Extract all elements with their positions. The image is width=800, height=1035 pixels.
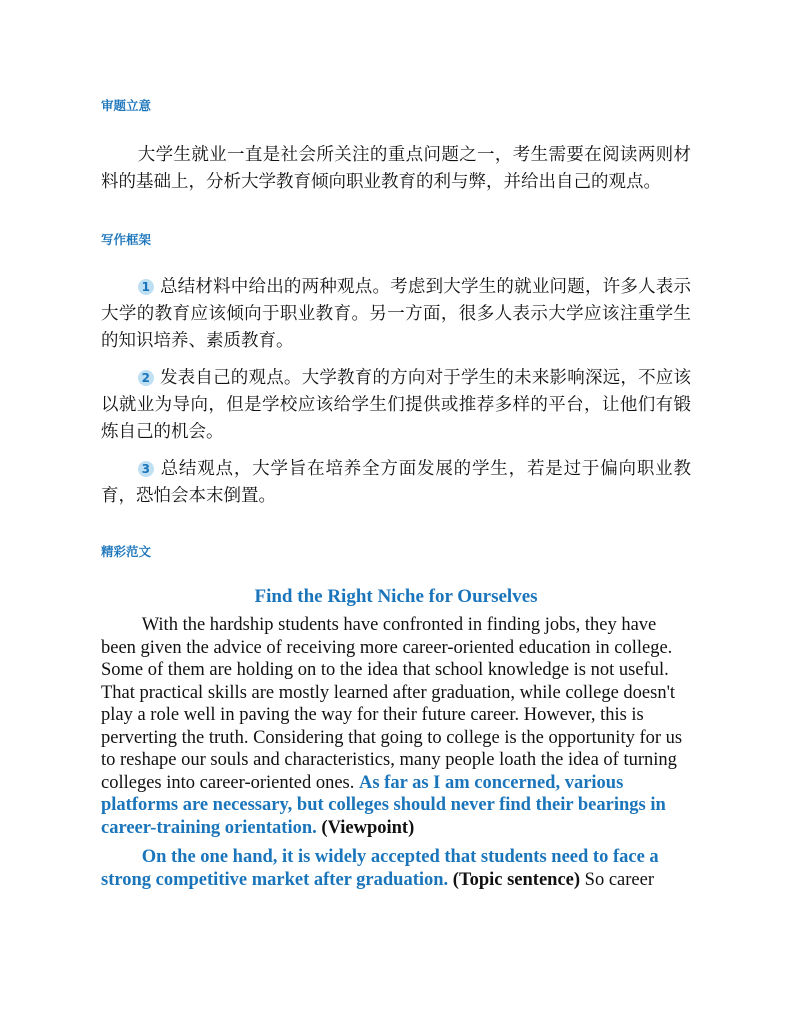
- essay-title: Find the Right Niche for Ourselves: [254, 586, 538, 607]
- essay-p2-tag: (Topic sentence): [452, 869, 581, 890]
- essay-p1-tag: (Viewpoint): [321, 817, 415, 838]
- framework-item-1: [101, 274, 691, 355]
- essay-p1-text: With the hardship students have confronted in finding jobs, they have been given the advice of receiving more career-oriented education in college. Some of them are holding on to the idea that school knowledge is not useful. That practical skills are mostly learned after graduation, while college doesn't play a role well in paving the way for their future career. However, this is perverting the truth. Considering that going to college is the opportunity for us to reshape our souls and characteristics, many people loath the idea of turning colleges into career-oriented ones.: [101, 615, 683, 793]
- framework-item-3: [101, 456, 691, 510]
- framework-item-2: [101, 365, 691, 446]
- essay-paragraph-2: [101, 846, 691, 891]
- number-badge-2: 2: [138, 370, 154, 386]
- section-heading-topic: 审题立意: [101, 98, 152, 113]
- number-badge-3: 3: [138, 461, 154, 477]
- essay-p2-topic-sentence: On the one hand, it is widely accepted that students need to face a strong competitive market after graduation.: [101, 847, 659, 890]
- framework-item-2-text: 发表自己的观点。大学教育的方向对于学生的未来影响深远，不应该以就业为导向，但是学校应该给学生们提供或推荐多样的平台，让他们有锻炼自己的机会。: [101, 368, 691, 442]
- framework-item-1-text: 总结材料中给出的两种观点。考虑到大学生的就业问题，许多人表示大学的教育应该倾向于职业教育。另一方面，很多人表示大学应该注重学生的知识培养、素质教育。: [101, 277, 691, 351]
- essay-paragraph-1: [101, 614, 691, 839]
- topic-paragraph: 大学生就业一直是社会所关注的重点问题之一，考生需要在阅读两则材料的基础上，分析大学教育倾向职业教育的利与弊，并给出自己的观点。: [101, 145, 691, 192]
- document-page: [101, 96, 691, 891]
- essay-p1-viewpoint: As far as I am concerned, various platforms are necessary, but colleges should never find their bearings in career-training orientation.: [101, 772, 666, 838]
- number-badge-1: 1: [138, 279, 154, 295]
- essay-p2-text: So career: [584, 869, 655, 890]
- section-heading-framework: 写作框架: [101, 232, 152, 247]
- section-heading-sample: 精彩范文: [101, 544, 152, 559]
- framework-item-3-text: 总结观点，大学旨在培养全方面发展的学生，若是过于偏向职业教育，恐怕会本末倒置。: [101, 459, 691, 506]
